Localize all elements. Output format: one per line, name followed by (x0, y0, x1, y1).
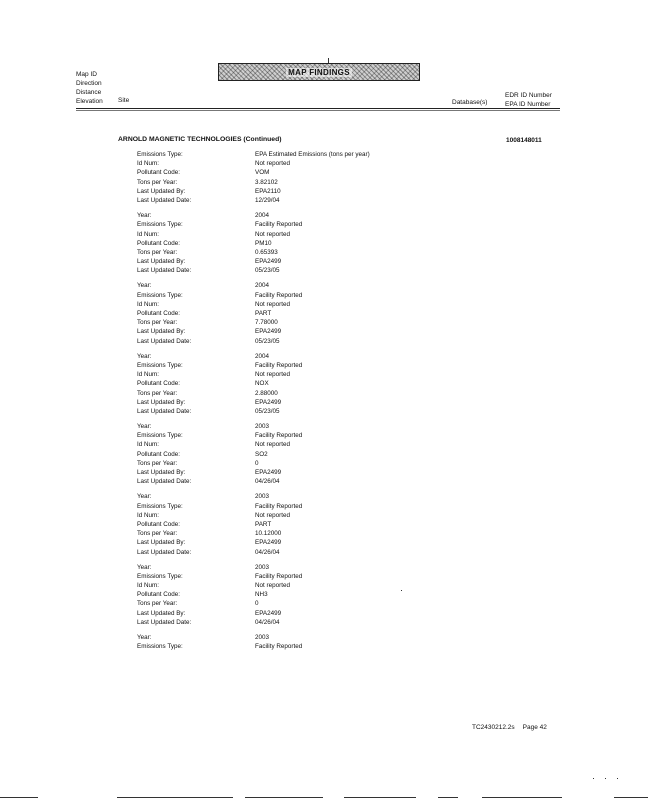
field-label: Id Num: (137, 230, 160, 238)
record-field-row (137, 281, 437, 290)
record-field-row (137, 370, 437, 379)
emissions-record (137, 211, 437, 275)
field-label: Last Updated By: (137, 539, 186, 547)
field-value: PART (255, 310, 272, 317)
emissions-records (137, 150, 437, 657)
field-value: Not reported (255, 230, 291, 238)
field-value: Not reported (255, 371, 291, 379)
record-field-row (137, 230, 437, 239)
elevation-label: Elevation (76, 98, 103, 105)
field-label: Year: (137, 563, 152, 571)
field-label: Last Updated By: (137, 258, 186, 266)
field-label: Last Updated Date: (137, 196, 192, 204)
record-field-row (137, 642, 437, 651)
field-value: PART (255, 520, 272, 528)
field-label: Emissions Type: (137, 502, 183, 510)
field-label: Year: (137, 423, 152, 431)
scan-edge-mark (614, 797, 648, 798)
record-field-row (137, 291, 437, 300)
field-label: Last Updated By: (137, 398, 186, 406)
epa-id-label: EPA ID Number (505, 101, 551, 108)
field-value: 04/26/04 (255, 478, 280, 486)
emissions-record (137, 563, 437, 627)
field-label: Tons per Year: (137, 600, 178, 608)
field-label: Last Updated By: (137, 609, 186, 617)
field-label: Last Updated Date: (137, 548, 192, 556)
emissions-record (137, 633, 437, 651)
field-value: Facility Reported (255, 361, 303, 369)
field-value: 2003 (255, 493, 270, 501)
emissions-record (137, 352, 437, 416)
field-value: Facility Reported (255, 502, 303, 510)
page-number: Page 42 (522, 724, 547, 731)
record-field-row (137, 337, 437, 346)
field-label: Id Num: (137, 300, 160, 308)
scan-edge-mark (245, 797, 323, 798)
record-field-row (137, 572, 437, 581)
field-value: 05/23/05 (255, 337, 280, 345)
field-value: Not reported (255, 582, 291, 590)
distance-label: Distance (76, 89, 102, 96)
emissions-record (137, 281, 437, 345)
emissions-record (137, 150, 437, 205)
field-value: PM10 (255, 239, 272, 247)
field-label: Tons per Year: (137, 319, 178, 327)
scan-edge-mark (0, 797, 38, 798)
record-field-row (137, 220, 437, 229)
scan-dot (401, 590, 402, 591)
page-title-box (218, 63, 420, 81)
field-label: Id Num: (137, 160, 160, 168)
field-value: EPA2499 (255, 258, 282, 266)
field-label: Emissions Type: (137, 291, 183, 299)
id-number-labels (505, 91, 552, 109)
field-value: 2003 (255, 423, 270, 431)
scan-edge-mark (344, 797, 416, 798)
record-field-row (137, 398, 437, 407)
record-field-row (137, 599, 437, 608)
record-field-row (137, 266, 437, 275)
map-header-labels (76, 70, 103, 106)
field-value: 3.82102 (255, 178, 278, 186)
record-field-row (137, 492, 437, 501)
scan-edge-mark (117, 797, 233, 798)
record-field-row (137, 196, 437, 205)
edr-id-label: EDR ID Number (505, 92, 552, 99)
field-label: Year: (137, 352, 152, 360)
field-value: Facility Reported (255, 432, 303, 440)
field-label: Pollutant Code: (137, 591, 181, 599)
field-label: Pollutant Code: (137, 450, 181, 458)
record-field-row (137, 352, 437, 361)
field-value: Not reported (255, 160, 291, 168)
field-label: Year: (137, 634, 152, 641)
record-field-row (137, 511, 437, 520)
field-value: Not reported (255, 441, 291, 449)
field-value: Facility Reported (255, 643, 303, 651)
field-label: Id Num: (137, 582, 160, 590)
field-value: 05/23/05 (255, 407, 280, 415)
field-value: Facility Reported (255, 221, 303, 229)
record-field-row (137, 248, 437, 257)
field-value: 2003 (255, 634, 270, 641)
field-label: Year: (137, 212, 152, 220)
record-field-row (137, 300, 437, 309)
field-value: NOX (255, 380, 269, 388)
emissions-record (137, 492, 437, 556)
field-label: Id Num: (137, 441, 160, 449)
field-label: Id Num: (137, 511, 160, 519)
field-value: 04/26/04 (255, 618, 280, 626)
record-field-row (137, 468, 437, 477)
page-footer (472, 724, 547, 731)
site-name: ARNOLD MAGNETIC TECHNOLOGIES (Continued) (118, 136, 282, 143)
emissions-record (137, 422, 437, 486)
field-value: 2004 (255, 212, 270, 220)
record-field-row (137, 618, 437, 627)
field-label: Last Updated By: (137, 187, 186, 195)
record-field-row (137, 548, 437, 557)
field-value: 2003 (255, 563, 270, 571)
field-label: Tons per Year: (137, 530, 178, 538)
field-value: 04/26/04 (255, 548, 280, 556)
record-field-row (137, 422, 437, 431)
field-label: Tons per Year: (137, 248, 178, 256)
field-label: Emissions Type: (137, 221, 183, 229)
field-value: 2004 (255, 282, 270, 290)
record-field-row (137, 450, 437, 459)
field-label: Tons per Year: (137, 178, 178, 186)
direction-label: Direction (76, 80, 102, 87)
field-value: Not reported (255, 511, 291, 519)
record-field-row (137, 520, 437, 529)
field-label: Emissions Type: (137, 432, 183, 440)
field-label: Id Num: (137, 371, 160, 379)
field-value: SO2 (255, 450, 268, 458)
record-field-row (137, 590, 437, 599)
field-value: EPA Estimated Emissions (tons per year) (255, 151, 370, 158)
record-field-row (137, 389, 437, 398)
record-field-row (137, 318, 437, 327)
record-field-row (137, 477, 437, 486)
record-field-row (137, 538, 437, 547)
header-rule-shadow (76, 110, 560, 111)
field-value: 0 (255, 459, 259, 467)
record-field-row (137, 361, 437, 370)
record-field-row (137, 459, 437, 468)
record-field-row (137, 159, 437, 168)
scan-dot (617, 778, 618, 779)
field-label: Emissions Type: (137, 572, 183, 580)
field-label: Emissions Type: (137, 361, 183, 369)
scan-dot (605, 778, 606, 779)
field-value: Facility Reported (255, 572, 303, 580)
field-label: Year: (137, 282, 152, 290)
field-value: EPA2499 (255, 328, 282, 336)
field-label: Year: (137, 493, 152, 501)
site-column-label: Site (118, 97, 130, 104)
record-field-row (137, 379, 437, 388)
page-title: MAP FINDINGS (288, 67, 350, 77)
field-value: EPA2110 (255, 187, 281, 195)
site-edr-id: 1008148011 (506, 137, 542, 144)
field-value: 7.78000 (255, 319, 278, 327)
field-label: Last Updated By: (137, 328, 186, 336)
field-value: EPA2499 (255, 539, 282, 547)
record-field-row (137, 633, 437, 642)
record-field-row (137, 502, 437, 511)
field-label: Pollutant Code: (137, 380, 181, 388)
field-label: Pollutant Code: (137, 520, 181, 528)
field-label: Pollutant Code: (137, 310, 181, 317)
field-value: 0.65393 (255, 248, 278, 256)
field-value: 2004 (255, 352, 270, 360)
scan-edge-mark (438, 797, 458, 798)
field-value: 12/29/04 (255, 196, 280, 204)
record-field-row (137, 168, 437, 177)
field-label: Last Updated Date: (137, 618, 192, 626)
field-label: Tons per Year: (137, 389, 178, 397)
record-field-row (137, 431, 437, 440)
field-value: 05/23/05 (255, 267, 280, 275)
field-label: Last Updated Date: (137, 478, 192, 486)
field-value: 0 (255, 600, 259, 608)
field-label: Last Updated By: (137, 469, 186, 476)
field-value: EPA2499 (255, 469, 282, 476)
record-field-row (137, 187, 437, 196)
field-label: Pollutant Code: (137, 239, 181, 247)
field-label: Emissions Type: (137, 643, 183, 651)
scan-edge-mark (482, 797, 562, 798)
field-value: Not reported (255, 300, 291, 308)
record-field-row (137, 239, 437, 248)
field-label: Tons per Year: (137, 459, 178, 467)
record-field-row (137, 581, 437, 590)
field-label: Last Updated Date: (137, 407, 192, 415)
record-field-row (137, 327, 437, 336)
document-id: TC2430212.2s (472, 724, 515, 731)
record-field-row (137, 563, 437, 572)
scan-dot (593, 778, 594, 779)
database-column-label: Database(s) (452, 99, 488, 106)
record-field-row (137, 257, 437, 266)
record-field-row (137, 609, 437, 618)
field-value: EPA2499 (255, 398, 282, 406)
record-field-row (137, 440, 437, 449)
field-value: EPA2499 (255, 609, 282, 617)
field-value: Facility Reported (255, 291, 303, 299)
field-label: Last Updated Date: (137, 337, 192, 345)
map-id-label: Map ID (76, 71, 97, 78)
field-label: Last Updated Date: (137, 267, 192, 275)
record-field-row (137, 309, 437, 318)
record-field-row (137, 529, 437, 538)
field-value: 2.88000 (255, 389, 278, 397)
field-label: Emissions Type: (137, 151, 183, 158)
field-label: Pollutant Code: (137, 169, 181, 177)
record-field-row (137, 407, 437, 416)
record-field-row (137, 211, 437, 220)
record-field-row (137, 150, 437, 159)
field-value: 10.12000 (255, 530, 282, 538)
record-field-row (137, 178, 437, 187)
field-value: VOM (255, 169, 270, 177)
field-value: NH3 (255, 591, 268, 599)
